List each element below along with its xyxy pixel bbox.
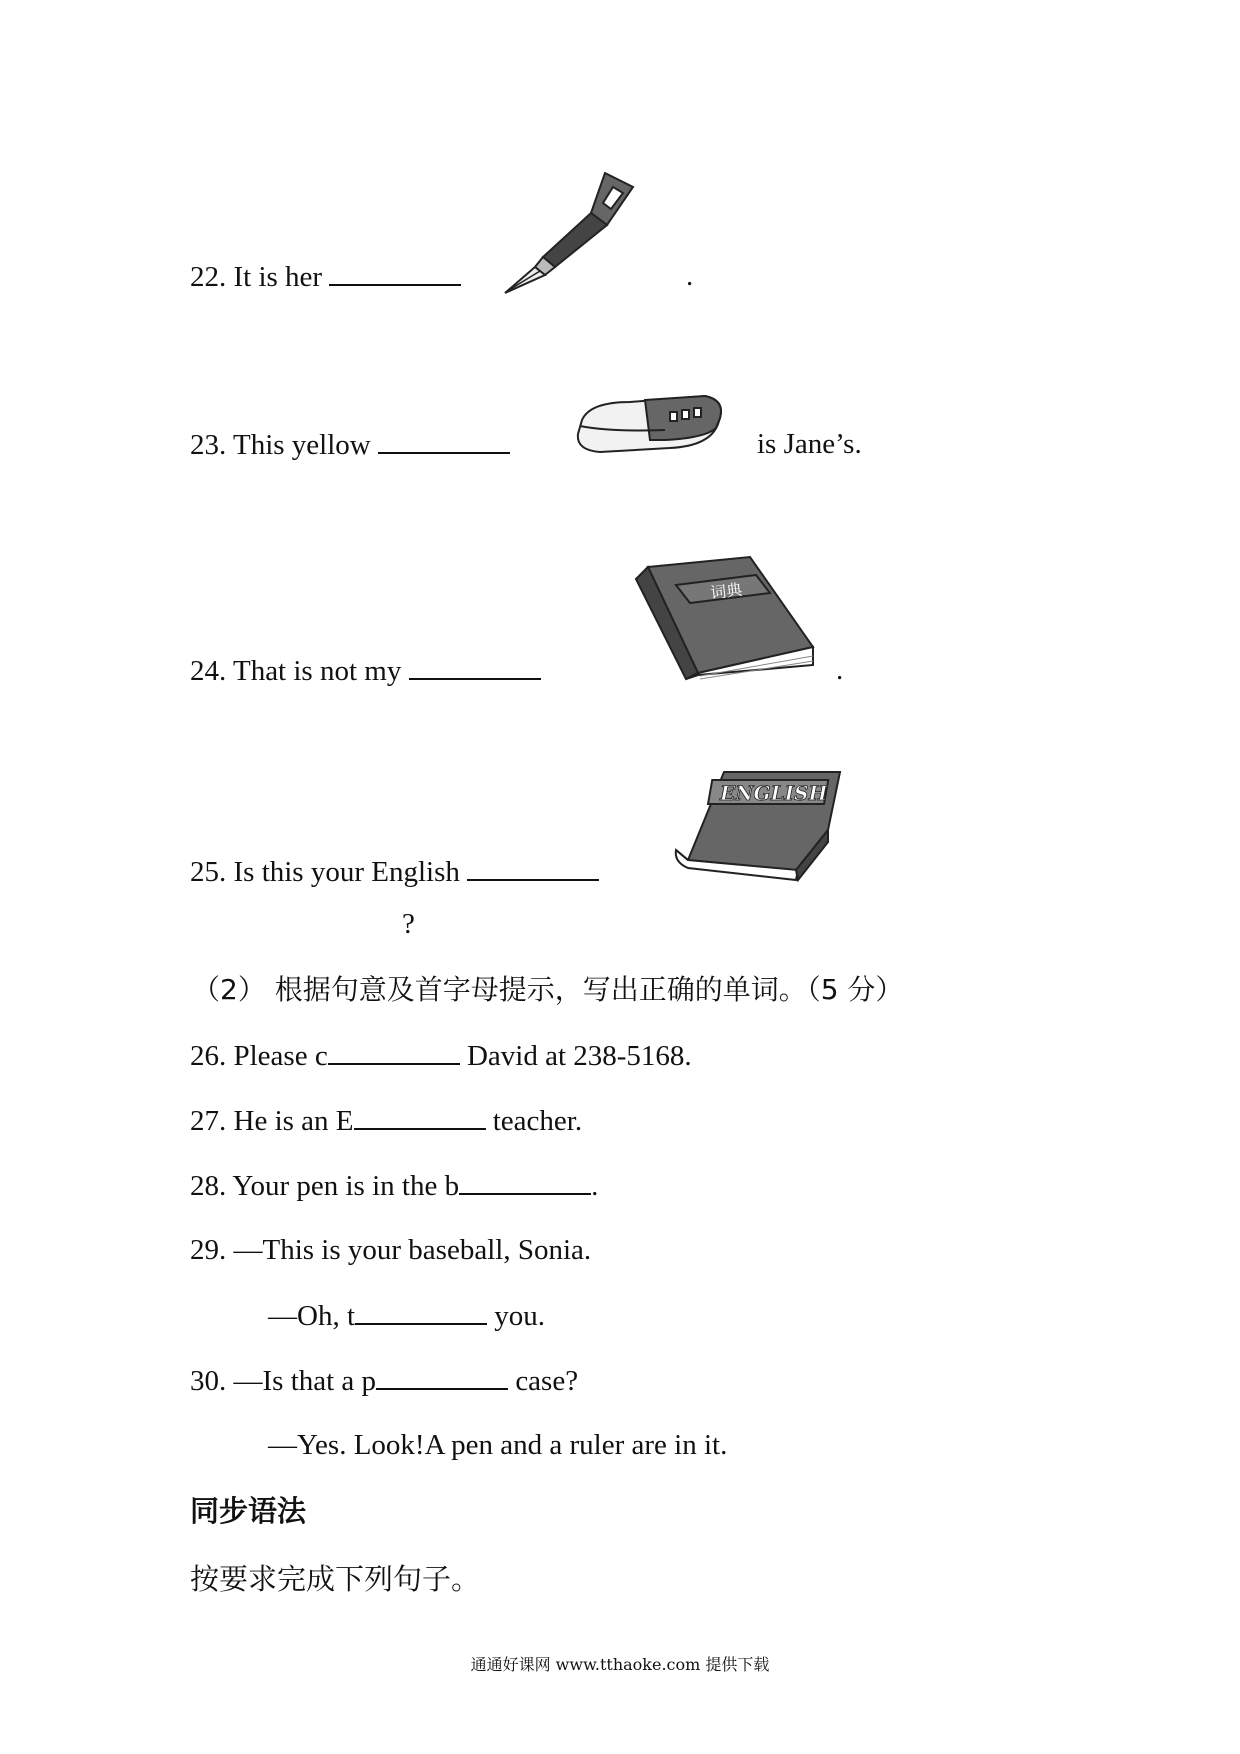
dictionary-icon [628,555,818,685]
answer-blank-25[interactable] [467,857,599,881]
question-30-suffix: case? [515,1365,579,1397]
question-30-line2: —Yes. Look!A pen and a ruler are in it. [268,1429,728,1461]
answer-blank-22[interactable] [329,262,461,286]
eraser-icon [570,390,730,460]
grammar-instruction: 按要求完成下列句子。 [190,1562,481,1596]
answer-blank-23[interactable] [378,430,510,454]
answer-blank-28[interactable] [459,1171,591,1195]
question-29 [268,1301,545,1331]
question-24-prefix: 24. That is not my [190,655,402,687]
question-26-suffix: David at 238-5168. [466,1040,692,1072]
question-25 [190,857,599,887]
question-22 [190,262,461,292]
question-23-suffix: is Jane’s. [757,428,862,460]
page-footer: 通通好课网 www.tthaoke.com 提供下载 [470,1655,770,1674]
section-2-heading: （2） 根据句意及首字母提示，写出正确的单词。（5 分） [192,973,904,1006]
question-28-suffix: . [591,1170,599,1202]
answer-blank-30[interactable] [376,1366,508,1390]
question-28-prefix: 28. Your pen is in the b [190,1170,460,1202]
question-27-suffix: teacher. [492,1105,583,1137]
question-23-prefix: 23. This yellow [190,429,371,461]
question-25-suffix: ? [402,908,415,940]
question-22-prefix: 22. It is her [190,261,323,293]
question-23 [190,430,510,460]
question-24-suffix: . [836,654,844,686]
fountain-pen-icon [495,165,645,295]
question-26-prefix: 26. Please c [190,1040,328,1072]
question-26 [190,1041,692,1071]
english-book-cover-text: ENGLISH [720,781,828,805]
question-28 [190,1171,598,1201]
question-22-suffix: . [686,260,694,292]
question-27-prefix: 27. He is an E [190,1105,354,1137]
question-24 [190,656,541,686]
answer-blank-29[interactable] [355,1301,487,1325]
question-27 [190,1106,582,1136]
dictionary-cover-text: 词典 [709,579,744,603]
answer-blank-27[interactable] [354,1106,486,1130]
question-29-prefix: —Oh, t [268,1300,355,1332]
grammar-title: 同步语法 [190,1494,307,1528]
question-29-suffix: you. [494,1300,545,1332]
question-29-line1: 29. —This is your baseball, Sonia. [190,1234,592,1266]
english-book-icon [668,770,848,885]
answer-blank-26[interactable] [328,1041,460,1065]
question-30 [190,1366,578,1396]
question-25-prefix: 25. Is this your English [190,856,460,888]
answer-blank-24[interactable] [409,656,541,680]
question-30-prefix: 30. —Is that a p [190,1365,377,1397]
